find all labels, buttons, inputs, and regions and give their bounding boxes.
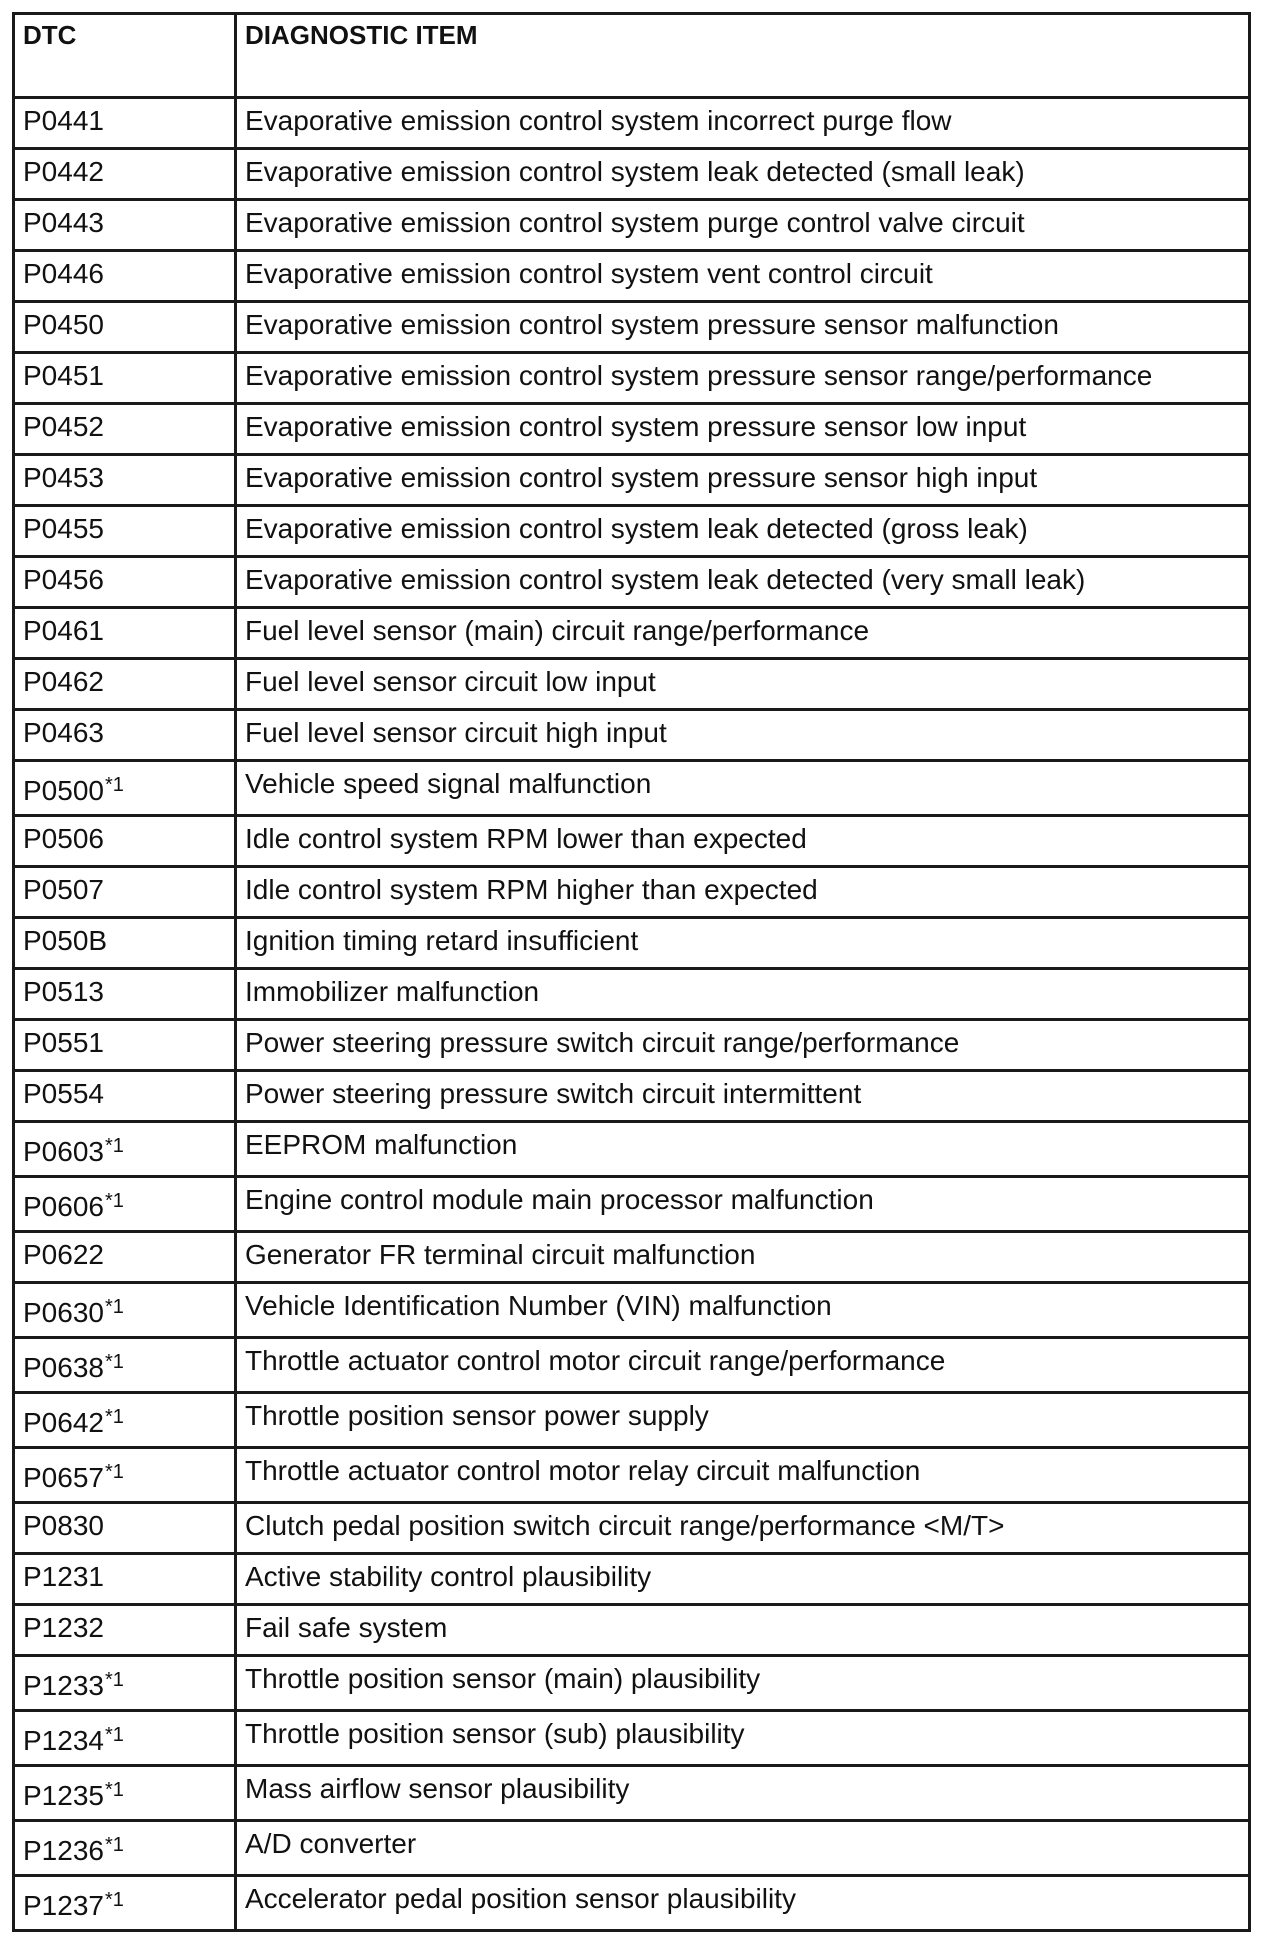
dtc-code-cell <box>14 918 236 969</box>
table-row <box>14 1071 1250 1122</box>
dtc-code-cell <box>14 1876 236 1931</box>
dtc-code-cell <box>14 1448 236 1503</box>
dtc-code-cell <box>14 1338 236 1393</box>
dtc-code-cell <box>14 1232 236 1283</box>
dtc-code: P0642 <box>23 1407 104 1438</box>
diagnostic-item-cell: Mass airflow sensor plausibility <box>236 1766 1250 1821</box>
dtc-code: P0657 <box>23 1462 104 1493</box>
dtc-code: P1233 <box>23 1670 104 1701</box>
diagnostic-item-cell: Vehicle speed signal malfunction <box>236 761 1250 816</box>
table-row <box>14 1503 1250 1554</box>
dtc-code-cell <box>14 302 236 353</box>
dtc-code-cell <box>14 1283 236 1338</box>
dtc-code: P1235 <box>23 1780 104 1811</box>
table-row <box>14 1766 1250 1821</box>
table-row <box>14 969 1250 1020</box>
diagnostic-item-cell: Evaporative emission control system pressure sensor range/performance <box>236 353 1250 404</box>
dtc-code: P0453 <box>23 462 104 493</box>
dtc-code-cell <box>14 1711 236 1766</box>
dtc-code-cell <box>14 1503 236 1554</box>
table-header <box>14 14 1250 98</box>
dtc-code: P0630 <box>23 1297 104 1328</box>
diagnostic-item-cell: Immobilizer malfunction <box>236 969 1250 1020</box>
dtc-code: P0606 <box>23 1191 104 1222</box>
dtc-code: P0506 <box>23 823 104 854</box>
diagnostic-item-cell: Power steering pressure switch circuit intermittent <box>236 1071 1250 1122</box>
dtc-code: P1232 <box>23 1612 104 1643</box>
table-row <box>14 1393 1250 1448</box>
table-row <box>14 1338 1250 1393</box>
dtc-code-cell <box>14 1122 236 1177</box>
dtc-code: P0446 <box>23 258 104 289</box>
diagnostic-item-cell: Idle control system RPM higher than expected <box>236 867 1250 918</box>
dtc-code: P0443 <box>23 207 104 238</box>
table-row <box>14 1177 1250 1232</box>
table-row <box>14 1232 1250 1283</box>
table-row <box>14 1020 1250 1071</box>
dtc-code-cell <box>14 816 236 867</box>
table-row <box>14 557 1250 608</box>
header-diagnostic-item: DIAGNOSTIC ITEM <box>236 14 1250 98</box>
dtc-code-cell <box>14 200 236 251</box>
table-row <box>14 200 1250 251</box>
dtc-code-cell <box>14 1656 236 1711</box>
diagnostic-item-cell: Evaporative emission control system pressure sensor low input <box>236 404 1250 455</box>
table-row <box>14 1283 1250 1338</box>
table-row <box>14 761 1250 816</box>
diagnostic-item-cell: Throttle position sensor power supply <box>236 1393 1250 1448</box>
dtc-table <box>12 12 1251 1932</box>
dtc-code: P0500 <box>23 775 104 806</box>
diagnostic-item-cell: EEPROM malfunction <box>236 1122 1250 1177</box>
table-row <box>14 506 1250 557</box>
diagnostic-item-cell: Fail safe system <box>236 1605 1250 1656</box>
diagnostic-item-cell: Generator FR terminal circuit malfunction <box>236 1232 1250 1283</box>
diagnostic-item-cell: Throttle actuator control motor relay circuit malfunction <box>236 1448 1250 1503</box>
dtc-code: P0463 <box>23 717 104 748</box>
table-row <box>14 1448 1250 1503</box>
diagnostic-item-cell: Throttle actuator control motor circuit range/performance <box>236 1338 1250 1393</box>
dtc-code: P1237 <box>23 1890 104 1921</box>
dtc-code: P0462 <box>23 666 104 697</box>
diagnostic-item-cell: Ignition timing retard insufficient <box>236 918 1250 969</box>
footnote-marker: *1 <box>104 1779 124 1801</box>
footnote-marker: *1 <box>104 1351 124 1373</box>
dtc-code-cell <box>14 710 236 761</box>
dtc-code: P0461 <box>23 615 104 646</box>
diagnostic-item-cell: Evaporative emission control system vent control circuit <box>236 251 1250 302</box>
dtc-code-cell <box>14 761 236 816</box>
table-row <box>14 918 1250 969</box>
dtc-code-cell <box>14 455 236 506</box>
table-row <box>14 404 1250 455</box>
table-row <box>14 1876 1250 1931</box>
dtc-code: P0441 <box>23 105 104 136</box>
table-row <box>14 251 1250 302</box>
footnote-marker: *1 <box>104 1296 124 1318</box>
dtc-code-cell <box>14 867 236 918</box>
table-row <box>14 816 1250 867</box>
table-row <box>14 1656 1250 1711</box>
dtc-code: P1231 <box>23 1561 104 1592</box>
dtc-code-cell <box>14 506 236 557</box>
dtc-code-cell <box>14 98 236 149</box>
table-row <box>14 659 1250 710</box>
table-row <box>14 1711 1250 1766</box>
table-body <box>14 98 1250 1931</box>
dtc-code-cell <box>14 1554 236 1605</box>
footnote-marker: *1 <box>104 1889 124 1911</box>
dtc-code-cell <box>14 1177 236 1232</box>
dtc-code-cell <box>14 353 236 404</box>
table-row <box>14 98 1250 149</box>
dtc-code-cell <box>14 1821 236 1876</box>
dtc-code: P1234 <box>23 1725 104 1756</box>
dtc-code: P0452 <box>23 411 104 442</box>
header-dtc: DTC <box>14 14 236 98</box>
table-row <box>14 302 1250 353</box>
dtc-code-cell <box>14 1393 236 1448</box>
footnote-marker: *1 <box>104 1724 124 1746</box>
header-row <box>14 14 1250 98</box>
dtc-code-cell <box>14 404 236 455</box>
diagnostic-item-cell: Active stability control plausibility <box>236 1554 1250 1605</box>
diagnostic-item-cell: Power steering pressure switch circuit range/performance <box>236 1020 1250 1071</box>
dtc-code: P0554 <box>23 1078 104 1109</box>
table-row <box>14 608 1250 659</box>
diagnostic-item-cell: A/D converter <box>236 1821 1250 1876</box>
dtc-code-cell <box>14 1020 236 1071</box>
footnote-marker: *1 <box>104 1190 124 1212</box>
dtc-code-cell <box>14 969 236 1020</box>
table-row <box>14 353 1250 404</box>
dtc-code-cell <box>14 1605 236 1656</box>
diagnostic-item-cell: Clutch pedal position switch circuit range/performance <M/T> <box>236 1503 1250 1554</box>
footnote-marker: *1 <box>104 1669 124 1691</box>
dtc-code-cell <box>14 659 236 710</box>
dtc-code-cell <box>14 149 236 200</box>
dtc-code: P0551 <box>23 1027 104 1058</box>
table-row <box>14 455 1250 506</box>
footnote-marker: *1 <box>104 1406 124 1428</box>
diagnostic-item-cell: Evaporative emission control system pressure sensor malfunction <box>236 302 1250 353</box>
dtc-code: P1236 <box>23 1835 104 1866</box>
dtc-code: P0450 <box>23 309 104 340</box>
dtc-code: P0513 <box>23 976 104 1007</box>
footnote-marker: *1 <box>104 1135 124 1157</box>
diagnostic-item-cell: Evaporative emission control system leak detected (gross leak) <box>236 506 1250 557</box>
table-row <box>14 1605 1250 1656</box>
dtc-code-cell <box>14 251 236 302</box>
table-row <box>14 149 1250 200</box>
diagnostic-item-cell: Throttle position sensor (main) plausibility <box>236 1656 1250 1711</box>
table-row <box>14 1554 1250 1605</box>
diagnostic-item-cell: Throttle position sensor (sub) plausibility <box>236 1711 1250 1766</box>
table-row <box>14 710 1250 761</box>
dtc-code: P050B <box>23 925 108 956</box>
dtc-code: P0830 <box>23 1510 104 1541</box>
table-row <box>14 867 1250 918</box>
dtc-code-cell <box>14 608 236 659</box>
diagnostic-item-cell: Evaporative emission control system purge control valve circuit <box>236 200 1250 251</box>
dtc-code: P0638 <box>23 1352 104 1383</box>
footnote-marker: *1 <box>104 1834 124 1856</box>
diagnostic-item-cell: Fuel level sensor (main) circuit range/performance <box>236 608 1250 659</box>
dtc-code: P0442 <box>23 156 104 187</box>
footnote-marker: *1 <box>104 1461 124 1483</box>
diagnostic-item-cell: Evaporative emission control system leak detected (small leak) <box>236 149 1250 200</box>
diagnostic-item-cell: Idle control system RPM lower than expected <box>236 816 1250 867</box>
dtc-code-cell <box>14 557 236 608</box>
table-row <box>14 1821 1250 1876</box>
dtc-code-cell <box>14 1766 236 1821</box>
diagnostic-item-cell: Evaporative emission control system leak detected (very small leak) <box>236 557 1250 608</box>
diagnostic-item-cell: Evaporative emission control system incorrect purge flow <box>236 98 1250 149</box>
table-row <box>14 1122 1250 1177</box>
diagnostic-item-cell: Evaporative emission control system pressure sensor high input <box>236 455 1250 506</box>
dtc-code: P0455 <box>23 513 104 544</box>
dtc-code-cell <box>14 1071 236 1122</box>
diagnostic-item-cell: Fuel level sensor circuit low input <box>236 659 1250 710</box>
footnote-marker: *1 <box>104 774 124 796</box>
diagnostic-item-cell: Fuel level sensor circuit high input <box>236 710 1250 761</box>
dtc-code: P0603 <box>23 1136 104 1167</box>
dtc-code: P0456 <box>23 564 104 595</box>
diagnostic-item-cell: Engine control module main processor malfunction <box>236 1177 1250 1232</box>
dtc-code: P0507 <box>23 874 104 905</box>
diagnostic-item-cell: Accelerator pedal position sensor plausibility <box>236 1876 1250 1931</box>
dtc-code: P0451 <box>23 360 104 391</box>
diagnostic-item-cell: Vehicle Identification Number (VIN) malfunction <box>236 1283 1250 1338</box>
dtc-code: P0622 <box>23 1239 104 1270</box>
